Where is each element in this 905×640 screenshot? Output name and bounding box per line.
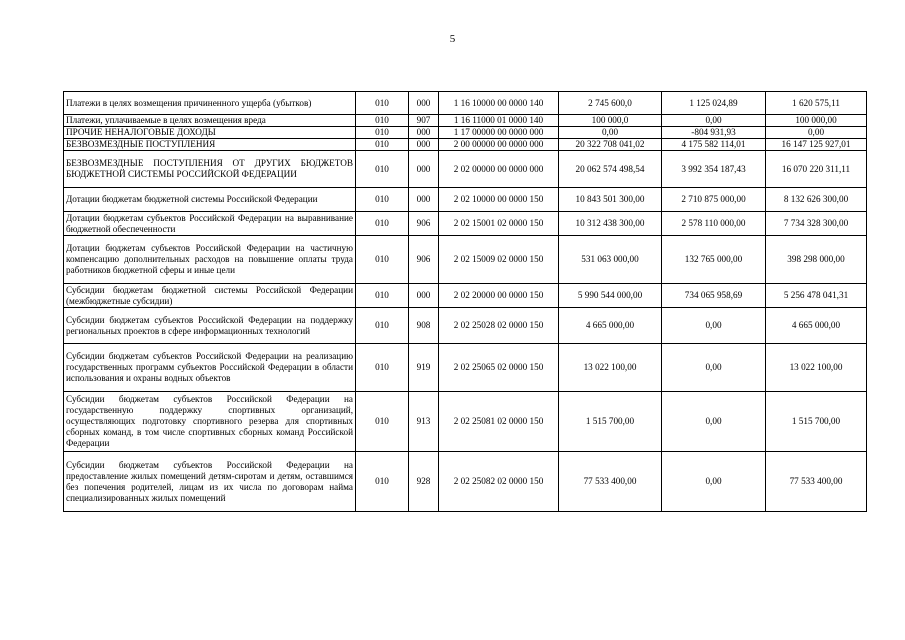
sub-code-cell: 000 (409, 92, 439, 115)
budget-code-cell: 2 02 00000 00 0000 000 (439, 151, 559, 188)
budget-code-cell: 2 02 25081 02 0000 150 (439, 392, 559, 452)
planned-amount-cell: 0,00 (559, 127, 662, 139)
admin-code-cell: 010 (356, 452, 409, 512)
budget-code-cell: 2 02 20000 00 0000 150 (439, 284, 559, 308)
remaining-amount-cell: 7 734 328 300,00 (766, 212, 867, 236)
sub-code-cell: 000 (409, 188, 439, 212)
table-row (64, 452, 867, 512)
executed-amount-cell: 0,00 (662, 452, 766, 512)
admin-code-cell: 010 (356, 115, 409, 127)
table-row (64, 308, 867, 344)
revenue-name-cell: Субсидии бюджетам субъектов Российской Федерации на поддержку региональных проектов в сфере информационных технологий (64, 308, 356, 344)
remaining-amount-cell: 1 515 700,00 (766, 392, 867, 452)
revenue-name-cell: БЕЗВОЗМЕЗДНЫЕ ПОСТУПЛЕНИЯ ОТ ДРУГИХ БЮДЖЕТОВ БЮДЖЕТНОЙ СИСТЕМЫ РОССИЙСКОЙ ФЕДЕРАЦИИ (64, 151, 356, 188)
executed-amount-cell: 4 175 582 114,01 (662, 139, 766, 151)
planned-amount-cell: 5 990 544 000,00 (559, 284, 662, 308)
budget-code-cell: 2 02 15001 02 0000 150 (439, 212, 559, 236)
admin-code-cell: 010 (356, 127, 409, 139)
executed-amount-cell: 0,00 (662, 392, 766, 452)
admin-code-cell: 010 (356, 151, 409, 188)
budget-code-cell: 2 02 25082 02 0000 150 (439, 452, 559, 512)
planned-amount-cell: 10 843 501 300,00 (559, 188, 662, 212)
admin-code-cell: 010 (356, 139, 409, 151)
planned-amount-cell: 531 063 000,00 (559, 236, 662, 284)
table-body (64, 92, 867, 512)
planned-amount-cell: 2 745 600,0 (559, 92, 662, 115)
revenue-name-cell: Дотации бюджетам бюджетной системы Российской Федерации (64, 188, 356, 212)
revenue-name-cell: Платежи, уплачиваемые в целях возмещения вреда (64, 115, 356, 127)
executed-amount-cell: -804 931,93 (662, 127, 766, 139)
sub-code-cell: 000 (409, 139, 439, 151)
planned-amount-cell: 13 022 100,00 (559, 344, 662, 392)
executed-amount-cell: 1 125 024,89 (662, 92, 766, 115)
remaining-amount-cell: 5 256 478 041,31 (766, 284, 867, 308)
executed-amount-cell: 0,00 (662, 115, 766, 127)
remaining-amount-cell: 77 533 400,00 (766, 452, 867, 512)
budget-code-cell: 2 00 00000 00 0000 000 (439, 139, 559, 151)
budget-code-cell: 2 02 15009 02 0000 150 (439, 236, 559, 284)
table-row (64, 284, 867, 308)
sub-code-cell: 000 (409, 151, 439, 188)
admin-code-cell: 010 (356, 392, 409, 452)
budget-code-cell: 1 17 00000 00 0000 000 (439, 127, 559, 139)
executed-amount-cell: 2 578 110 000,00 (662, 212, 766, 236)
table-row (64, 236, 867, 284)
budget-code-cell: 1 16 11000 01 0000 140 (439, 115, 559, 127)
remaining-amount-cell: 0,00 (766, 127, 867, 139)
planned-amount-cell: 20 322 708 041,02 (559, 139, 662, 151)
revenue-name-cell: Субсидии бюджетам субъектов Российской Федерации на предоставление жилых помещений детям-сиротам и детям, оставшимся без попечения родителей, лицам из их числа по договорам найма специализированных жилых помещений (64, 452, 356, 512)
executed-amount-cell: 0,00 (662, 344, 766, 392)
table-row (64, 151, 867, 188)
sub-code-cell: 906 (409, 212, 439, 236)
sub-code-cell: 906 (409, 236, 439, 284)
sub-code-cell: 908 (409, 308, 439, 344)
admin-code-cell: 010 (356, 308, 409, 344)
remaining-amount-cell: 8 132 626 300,00 (766, 188, 867, 212)
sub-code-cell: 913 (409, 392, 439, 452)
executed-amount-cell: 2 710 875 000,00 (662, 188, 766, 212)
budget-code-cell: 1 16 10000 00 0000 140 (439, 92, 559, 115)
admin-code-cell: 010 (356, 92, 409, 115)
budget-code-cell: 2 02 25065 02 0000 150 (439, 344, 559, 392)
planned-amount-cell: 77 533 400,00 (559, 452, 662, 512)
admin-code-cell: 010 (356, 284, 409, 308)
executed-amount-cell: 132 765 000,00 (662, 236, 766, 284)
table-row (64, 188, 867, 212)
executed-amount-cell: 3 992 354 187,43 (662, 151, 766, 188)
table-row (64, 344, 867, 392)
remaining-amount-cell: 1 620 575,11 (766, 92, 867, 115)
executed-amount-cell: 0,00 (662, 308, 766, 344)
remaining-amount-cell: 16 147 125 927,01 (766, 139, 867, 151)
revenue-name-cell: ПРОЧИЕ НЕНАЛОГОВЫЕ ДОХОДЫ (64, 127, 356, 139)
table-row (64, 139, 867, 151)
remaining-amount-cell: 398 298 000,00 (766, 236, 867, 284)
revenue-name-cell: Дотации бюджетам субъектов Российской Федерации на частичную компенсацию дополнительных расходов на повышение оплаты труда работников бюджетной сферы и иные цели (64, 236, 356, 284)
remaining-amount-cell: 16 070 220 311,11 (766, 151, 867, 188)
revenue-name-cell: Дотации бюджетам субъектов Российской Федерации на выравнивание бюджетной обеспеченности (64, 212, 356, 236)
remaining-amount-cell: 13 022 100,00 (766, 344, 867, 392)
sub-code-cell: 907 (409, 115, 439, 127)
budget-revenue-table (63, 91, 867, 512)
planned-amount-cell: 100 000,0 (559, 115, 662, 127)
admin-code-cell: 010 (356, 188, 409, 212)
table-row (64, 392, 867, 452)
revenue-name-cell: Субсидии бюджетам бюджетной системы Российской Федерации (межбюджетные субсидии) (64, 284, 356, 308)
remaining-amount-cell: 100 000,00 (766, 115, 867, 127)
admin-code-cell: 010 (356, 236, 409, 284)
sub-code-cell: 928 (409, 452, 439, 512)
revenue-name-cell: БЕЗВОЗМЕЗДНЫЕ ПОСТУПЛЕНИЯ (64, 139, 356, 151)
admin-code-cell: 010 (356, 344, 409, 392)
admin-code-cell: 010 (356, 212, 409, 236)
planned-amount-cell: 4 665 000,00 (559, 308, 662, 344)
sub-code-cell: 919 (409, 344, 439, 392)
table-row (64, 127, 867, 139)
sub-code-cell: 000 (409, 284, 439, 308)
planned-amount-cell: 10 312 438 300,00 (559, 212, 662, 236)
remaining-amount-cell: 4 665 000,00 (766, 308, 867, 344)
revenue-name-cell: Субсидии бюджетам субъектов Российской Федерации на государственную поддержку спортивных организаций, осуществляющих подготовку спортивного резерва для спортивных сборных команд, в том числе спортивных сборных команд Российской Федерации (64, 392, 356, 452)
sub-code-cell: 000 (409, 127, 439, 139)
planned-amount-cell: 1 515 700,00 (559, 392, 662, 452)
revenue-name-cell: Платежи в целях возмещения причиненного ущерба (убытков) (64, 92, 356, 115)
revenue-name-cell: Субсидии бюджетам субъектов Российской Федерации на реализацию государственных программ субъектов Российской Федерации в области использования и охраны водных объектов (64, 344, 356, 392)
executed-amount-cell: 734 065 958,69 (662, 284, 766, 308)
table-row (64, 212, 867, 236)
table-row (64, 115, 867, 127)
budget-code-cell: 2 02 10000 00 0000 150 (439, 188, 559, 212)
page-number: 5 (449, 33, 456, 45)
budget-code-cell: 2 02 25028 02 0000 150 (439, 308, 559, 344)
table-row (64, 92, 867, 115)
planned-amount-cell: 20 062 574 498,54 (559, 151, 662, 188)
